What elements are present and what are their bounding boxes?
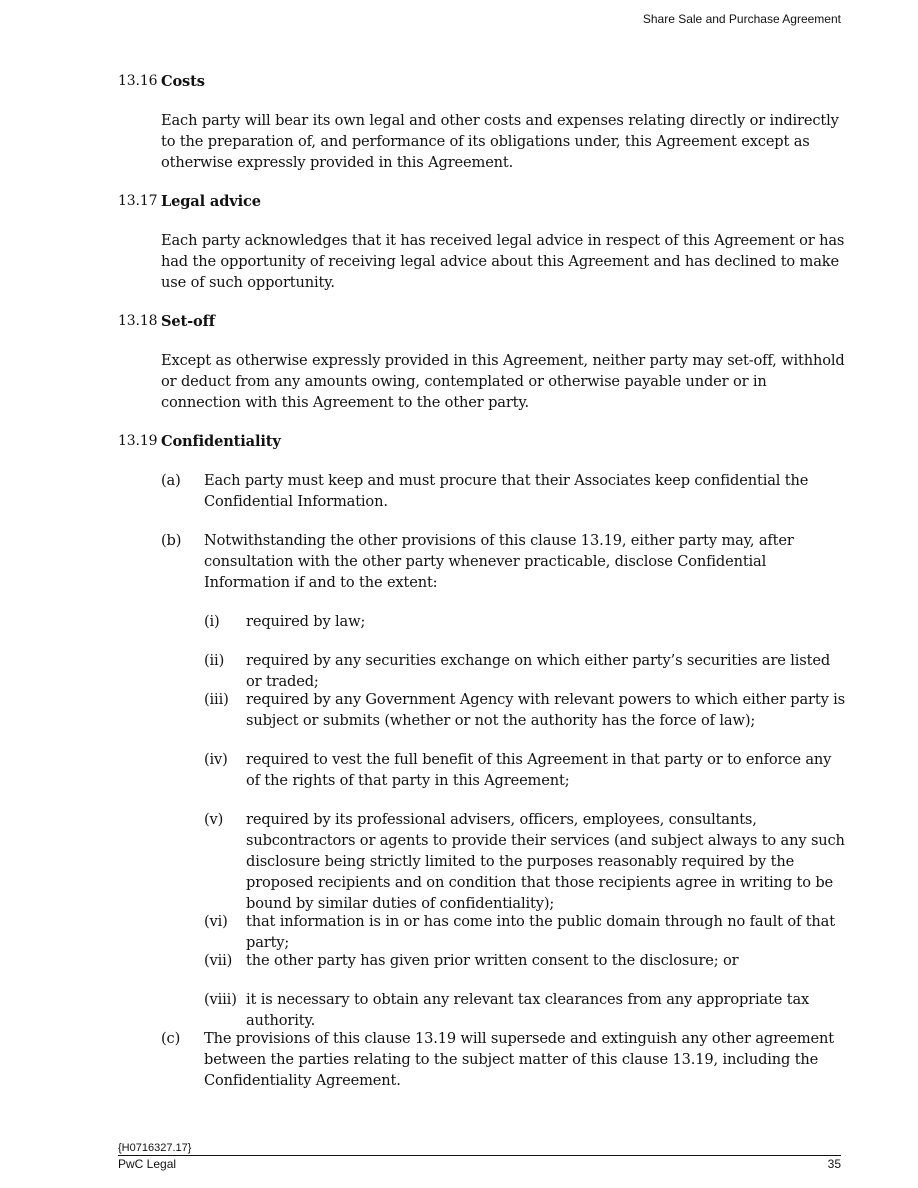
clause-heading-13-16 bbox=[118, 71, 848, 92]
subitem-text: required by any Government Agency with relevant powers to which either party is subject or submits (whether or not the authority has the force of law); bbox=[246, 691, 846, 729]
running-header: Share Sale and Purchase Agreement bbox=[642, 12, 841, 26]
clause-number: 13.17 bbox=[118, 193, 158, 209]
item-label: (b) bbox=[161, 532, 182, 549]
clause-number: 13.18 bbox=[118, 313, 158, 329]
subitem-label: (ii) bbox=[204, 652, 225, 669]
clause-heading-13-17 bbox=[118, 191, 848, 212]
footer-firm: PwC Legal bbox=[118, 1157, 177, 1171]
clause-heading-13-18 bbox=[118, 311, 848, 332]
clause-body-13-17: Each party acknowledges that it has received legal advice in respect of this Agreement or has had the opportunity of receiving legal advice about this Agreement and has declined to make use of such opportunity. bbox=[161, 232, 845, 291]
subitem-label: (v) bbox=[204, 811, 224, 828]
clause-number: 13.16 bbox=[118, 73, 158, 89]
subitem-label: (viii) bbox=[204, 991, 237, 1008]
subitem-text: required by any securities exchange on which either party’s securities are listed or traded; bbox=[246, 652, 831, 690]
clause-heading-13-19 bbox=[118, 431, 848, 452]
footer-divider bbox=[118, 1155, 841, 1156]
clause-title: Legal advice bbox=[161, 193, 261, 210]
document-reference: {H0716327.17} bbox=[118, 1142, 192, 1154]
subitem-text: the other party has given prior written consent to the disclosure; or bbox=[246, 952, 739, 969]
clause-title: Confidentiality bbox=[161, 433, 281, 450]
subitem-text: that information is in or has come into the public domain through no fault of that party; bbox=[246, 913, 835, 951]
item-label: (a) bbox=[161, 472, 181, 489]
clause-body-13-18: Except as otherwise expressly provided in this Agreement, neither party may set-off, withhold or deduct from any amounts owing, contemplated or otherwise payable under or in connection with this Agreement to the other party. bbox=[161, 352, 845, 411]
item-label: (c) bbox=[161, 1030, 181, 1047]
subitem-text: required to vest the full benefit of this Agreement in that party or to enforce any of the rights of that party in this Agreement; bbox=[246, 751, 832, 789]
subitem-text: required by its professional advisers, officers, employees, consultants, subcontractors or agents to provide their services (and subject always to any such disclosure being strictly limited to the purposes reasonably required by the proposed recipients and on condition that those recipients agree in writing to be bound by similar duties of confidentiality); bbox=[246, 811, 845, 912]
item-text: Notwithstanding the other provisions of this clause 13.19, either party may, after consultation with the other party whenever practicable, disclose Confidential Information if and to the extent: bbox=[204, 532, 794, 591]
subitem-label: (i) bbox=[204, 613, 220, 630]
clause-title: Set-off bbox=[161, 313, 215, 330]
item-text: The provisions of this clause 13.19 will supersede and extinguish any other agreement between the parties relating to the subject matter of this clause 13.19, including the Confidentiality Agreement. bbox=[204, 1030, 835, 1089]
subitem-label: (vi) bbox=[204, 913, 228, 930]
subitem-text: it is necessary to obtain any relevant tax clearances from any appropriate tax authority. bbox=[246, 991, 810, 1029]
subitem-label: (iii) bbox=[204, 691, 229, 708]
clause-title: Costs bbox=[161, 73, 205, 90]
subitem-label: (vii) bbox=[204, 952, 233, 969]
subitem-label: (iv) bbox=[204, 751, 228, 768]
clause-body-13-16: Each party will bear its own legal and other costs and expenses relating directly or indirectly to the preparation of, and performance of its obligations under, this Agreement except as otherwise expressly provided in this Agreement. bbox=[161, 112, 839, 171]
clause-number: 13.19 bbox=[118, 433, 158, 449]
item-text: Each party must keep and must procure that their Associates keep confidential the Confidential Information. bbox=[204, 472, 809, 510]
page-number: 35 bbox=[827, 1157, 841, 1171]
subitem-text: required by law; bbox=[246, 613, 366, 630]
